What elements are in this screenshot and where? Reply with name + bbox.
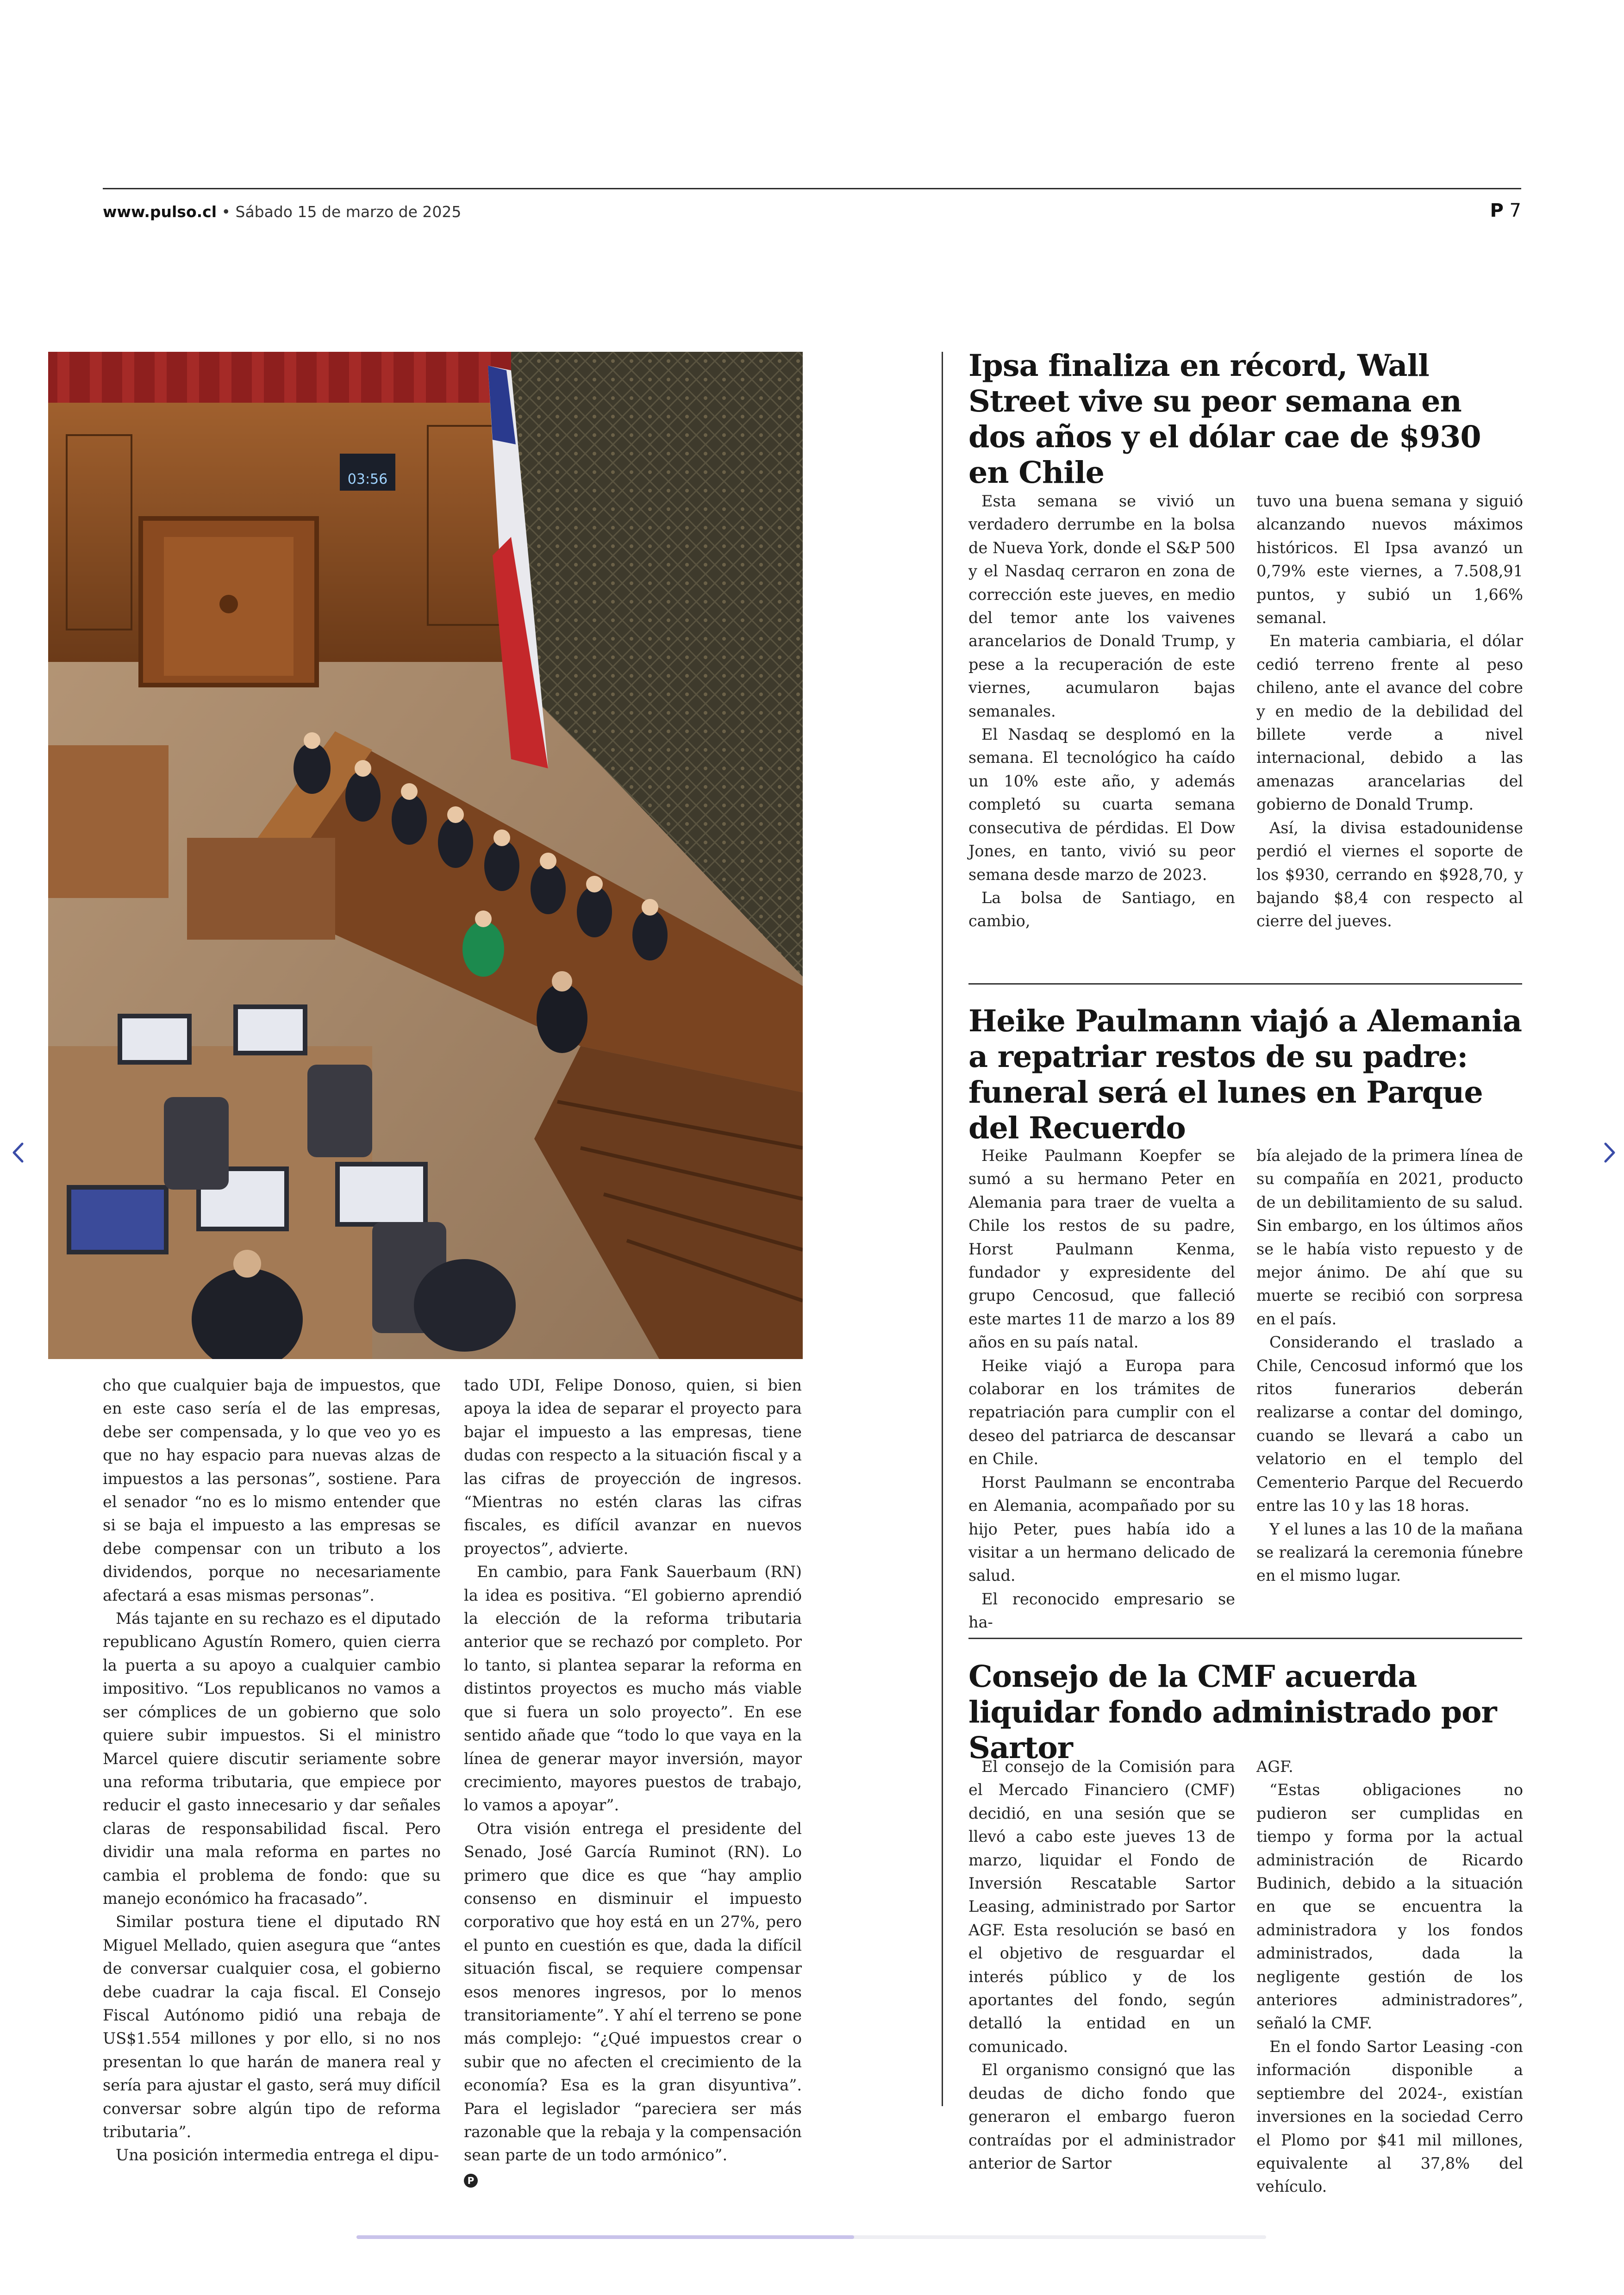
paragraph: Una posición intermedia entrega el dipu- — [116, 2146, 439, 2164]
paragraph: tado UDI, Felipe Donoso, quien, si bien apoya la idea de separar el proyecto para bajar el impuesto a las empresas, tiene dudas con respecto a la situación fiscal y a las cifras de proyección de ingresos. “Mientras no estén claras las cifras fiscales, es difícil avanzar en nuevos proyectos”, advierte. — [464, 1376, 802, 1558]
paragraph: El consejo de la Comisión para el Mercado Financiero (CMF) decidió, en una sesión que se llevó a cabo este jueves 13 de marzo, liquidar el Fondo de Inversión Rescatable Sartor Leasing, administrado por Sartor AGF. Esta resolución se basó en el objetivo de resguardar el interés público y de los aportantes del fondo, según detalló la entidad en un comunicado. — [968, 1758, 1235, 2056]
page-number-value: 7 — [1509, 200, 1521, 221]
paragraph: AGF. — [1256, 1758, 1293, 1776]
paragraph: bía alejado de la primera línea de su compañía en 2021, producto de un debilitamiento de su salud. Sin embargo, en los últimos años se le había visto repuesto y de mejor ánimo. De ahí que su muerte se recibió con sorpresa en el país. — [1256, 1147, 1523, 1328]
paragraph: Y el lunes a las 10 de la mañana se realizará la ceremonia fúnebre en el mismo lugar. — [1256, 1520, 1523, 1585]
paragraph: En cambio, para Fank Sauerbaum (RN) la idea es positiva. “El gobierno aprendió la elección de la reforma tributaria anterior que se rechazó por completo. Por lo tanto, si plantea separar la reforma en distintos proyectos es mucho más viable que si fuera un solo proyecto”. En ese sentido añade que “todo lo que vaya en la línea de generar mayor inversión, mayor crecimiento, mayores puestos de trabajo, lo vamos a apoyar”. — [464, 1563, 802, 1815]
end-mark: P — [464, 2174, 478, 2188]
chevron-left-icon — [6, 1136, 30, 1169]
main-article-column-2 — [464, 1374, 802, 2190]
paragraph: En el fondo Sartor Leasing -con información disponible a septiembre del 2024-, existían inversiones en la sociedad Cerro el Plomo por $41 mil millones, equivalente al 37,8% del vehículo. — [1256, 2037, 1523, 2196]
senate-chamber-photo — [48, 352, 803, 1359]
brief3-column-1 — [968, 1755, 1235, 2175]
paragraph: Considerando el traslado a Chile, Cencosud informó que los ritos funerarios deberán realizarse a contar del domingo, cuando se llevará a cabo un velatorio en el templo del Cementerio Parque del Recuerdo entre las 10 y las 18 horas. — [1256, 1333, 1523, 1515]
brief1-column-1 — [968, 490, 1235, 933]
header-rule — [103, 188, 1521, 189]
paragraph: Esta semana se vivió un verdadero derrumbe en la bolsa de Nueva York, donde el S&P 500 y el Nasdaq cerraron en zona de corrección este jueves, en medio del temor ante los vaivenes arancelarios de Donald Trump, y pese a la recuperación de este viernes, acumularon bajas semanales. — [968, 492, 1235, 720]
issue-date: • Sábado 15 de marzo de 2025 — [221, 203, 462, 221]
brief2-column-2 — [1256, 1144, 1523, 1588]
next-page-button[interactable] — [1598, 1136, 1621, 1169]
paragraph: “Estas obligaciones no pudieron ser cumplidas en tiempo y forma por la actual administración de Ricardo Budinich, debido a la situación en que se encuentra la administradora y los fondos administrados, dada la negligente gestión de los anteriores administradores”, señaló la CMF. — [1256, 1781, 1523, 2033]
brief3-column-2 — [1256, 1755, 1523, 2199]
paragraph: Más tajante en su rechazo es el diputado republicano Agustín Romero, quien cierra la puerta a su apoyo a cualquier cambio impositivo. “Los republicanos no vamos a ser cómplices de un gobierno que solo quiere subir impuestos. Si el ministro Marcel quiere discutir seriamente sobre una reforma tributaria, que empiece por reducir el gasto innecesario y dar señales claras de responsabilidad fiscal. Pero dividir una mala reforma en partes no cambia el problema de fondo: que su manejo económico ha fracasado”. — [103, 1609, 441, 1908]
paragraph: En materia cambiaria, el dólar cedió terreno frente al peso chileno, ante el avance del cobre y en medio de la debilidad del billete verde a nivel internacional, debido a las amenazas arancelarias del gobierno de Donald Trump. — [1256, 632, 1523, 814]
brief-divider — [968, 983, 1522, 985]
paragraph: Heike Paulmann Koepfer se sumó a su hermano Peter en Alemania para traer de vuelta a Chile los restos de su padre, Horst Paulmann Kenma, fundador y expresidente del grupo Cencosud, que falleció este martes 11 de marzo a los 89 años en su país natal. — [968, 1147, 1235, 1352]
brief-divider — [968, 1638, 1522, 1639]
section-letter: P — [1490, 200, 1504, 221]
page-number — [1490, 200, 1522, 221]
briefs-column-rule — [942, 352, 943, 2106]
brief1-headline: Ipsa finaliza en récord, Wall Street vive su peor semana en dos años y el dólar cae de $930 en Chile — [968, 348, 1481, 490]
paragraph: Horst Paulmann se encontraba en Alemania, acompañado por su hijo Peter, pues había ido a visitar a un hermano delicado de salud. — [968, 1473, 1235, 1585]
paragraph: cho que cualquier baja de impuestos, que en este caso sería el de las empresas, debe ser compensada, y lo que veo yo es que no hay espacio para nuevas alzas de impuestos a las personas”, sostiene. Para el senador “no es lo mismo entender que si se baja el impuesto a las empresas se debe compensar con un tributo a los dividendos, porque no necesariamente afectará a esas mismas personas”. — [103, 1376, 441, 1604]
paragraph: tuvo una buena semana y siguió alcanzando nuevos máximos históricos. El Ipsa avanzó un 0,79% este viernes, a 7.508,91 puntos, y subió un 1,66% semanal. — [1256, 492, 1523, 627]
page-header-info — [103, 203, 461, 221]
brief2-column-1 — [968, 1144, 1235, 1634]
chevron-right-icon — [1598, 1136, 1621, 1169]
paragraph: Otra visión entrega el presidente del Senado, José García Ruminot (RN). Lo primero que dice es que “hay amplio consenso en disminuir el impuesto corporativo que hoy está en un 27%, pero el punto en cuestión es que, dada la difícil situación fiscal, se requiere compensar esos menores ingresos, por lo menos transitoriamente”. Y ahí el terreno se pone más complejo: “¿Qué impuestos crear o subir que no afecten el crecimiento de la economía? Esa es la gran disyuntiva”. Para el legislador “pareciera ser más razonable que la rebaja y la compensación sean parte de un todo armónico”. — [464, 1819, 802, 2164]
brief3-headline: Consejo de la CMF acuerda liquidar fondo administrado por Sartor — [968, 1659, 1497, 1765]
paragraph: El Nasdaq se desplomó en la semana. El tecnológico ha caído un 10% este año, y además completó su cuarta semana consecutiva de pérdidas. El Dow Jones, en tanto, vivió su peor semana desde marzo de 2023. — [968, 725, 1235, 884]
paragraph: El organismo consignó que las deudas de dicho fondo que generaron el embargo fueron contraídas por el administrador anterior de Sartor — [968, 2061, 1235, 2172]
page-scrollbar[interactable] — [356, 2235, 1266, 2239]
brief2-headline: Heike Paulmann viajó a Alemania a repatriar restos de su padre: funeral será el lunes en Parque del Recuerdo — [968, 1004, 1522, 1146]
scrollbar-thumb[interactable] — [356, 2235, 854, 2239]
brief1-column-2 — [1256, 490, 1523, 933]
paragraph: La bolsa de Santiago, en cambio, — [968, 888, 1235, 930]
paragraph: Similar postura tiene el diputado RN Miguel Mellado, quien asegura que “antes de conversar cualquier cosa, el gobierno debe cuadrar la caja fiscal. El Consejo Fiscal Autónomo pidió una rebaja de US$1.554 millones y por ello, si no nos presentan lo que harán de manera real y sería para ajustar el gasto, será muy difícil conversar sobre algún tipo de reforma tributaria”. — [103, 1913, 441, 2141]
paragraph: El reconocido empresario se ha- — [968, 1590, 1235, 1632]
chamber-clock: 03:56 — [347, 471, 388, 487]
prev-page-button[interactable] — [6, 1136, 30, 1169]
paragraph: Así, la divisa estadounidense perdió el viernes el soporte de los $930, cerrando en $928,70, y bajando $8,4 con respecto al cierre del jueves. — [1256, 818, 1523, 930]
site-url: www.pulso.cl — [103, 203, 217, 221]
main-article-column-1 — [103, 1374, 441, 2167]
paragraph: Heike viajó a Europa para colaborar en los trámites de repatriación para cumplir con el deseo del patriarca de descansar en Chile. — [968, 1356, 1235, 1468]
